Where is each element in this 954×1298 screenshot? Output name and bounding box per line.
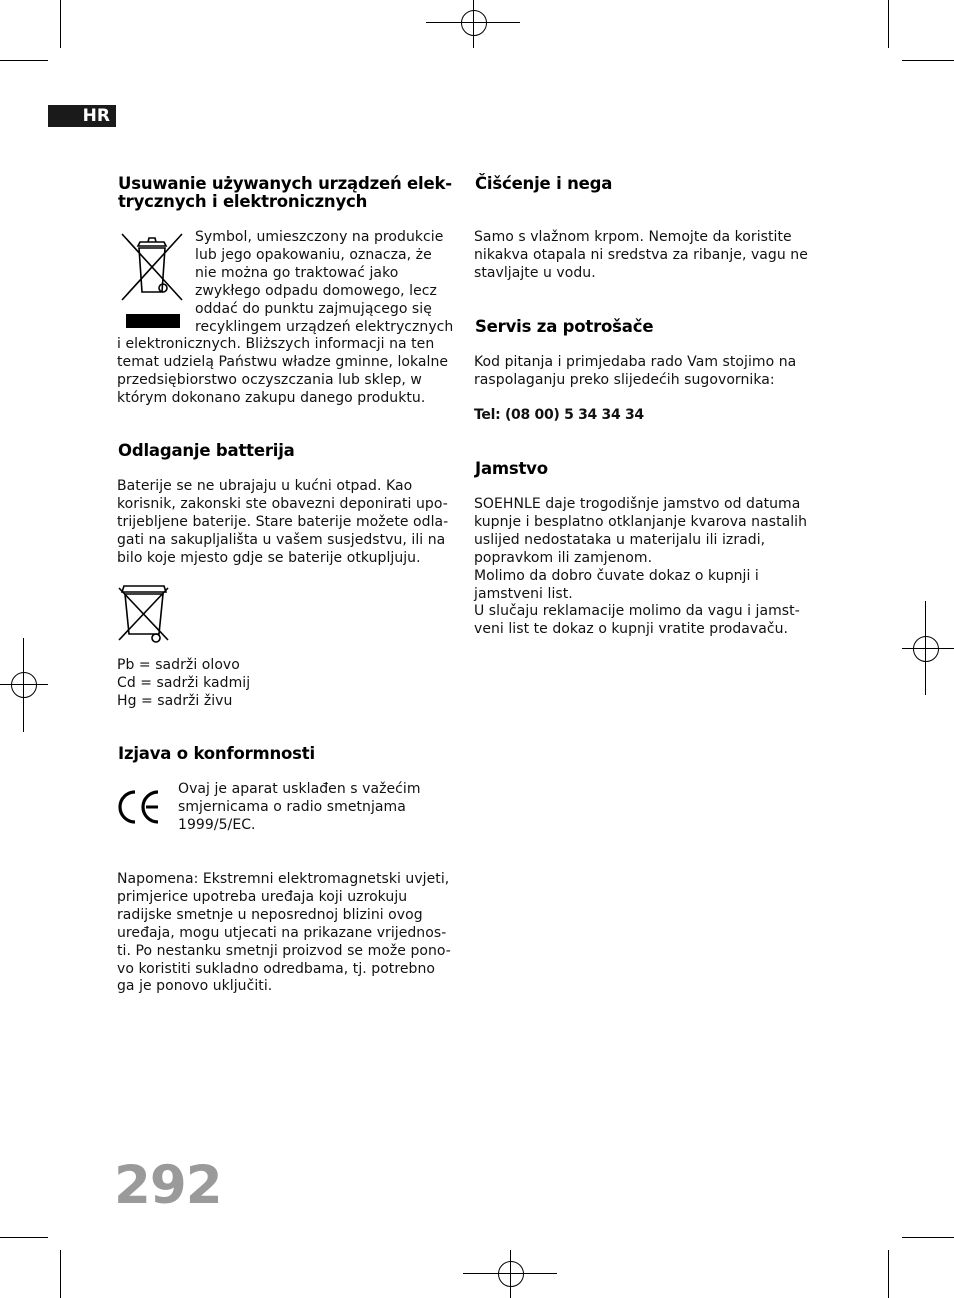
service-phone: Tel: (08 00) 5 34 34 34 [474, 407, 644, 423]
crop-mark [888, 1250, 889, 1298]
weee-text: i elektronicznych. Bliższych informacji na ten temat udzielą Państwu władze gminne, lokalne przedsiębiorstwo oczyszczania lub sklep, w którym dokonano zakupu danego produktu. [117, 336, 449, 406]
service-heading: Servis za potrošače [475, 317, 654, 336]
weee-heading: Usuwanie używanych urządzeń elek- trycznych i elektronicznych [118, 174, 452, 211]
battery-text: Baterije se ne ubrajaju u kućni otpad. Kao korisnik, zakonski ste obavezni deponirati upo- trijebljene baterije. Stare baterije možete odla- gati na sakupljališta u vašem susjedstvu, ili na bilo koje mjesto gdje se baterije otkupljuju. [117, 478, 449, 566]
weee-text-wrapped: Symbol, umieszczony na produkcie lub jego opakowaniu, oznacza, że nie można go traktować jako zwykłego odpadu domowego, lecz oddać do punktu zajmującego się recyklingem urządzeń elektrycznych [195, 229, 454, 335]
battery-element-list: Pb = sadrži olovo Cd = sadrži kadmij Hg = sadrži živu [117, 657, 251, 709]
crop-mark [60, 0, 61, 48]
care-heading: Čišćenje i nega [475, 174, 613, 193]
battery-heading: Odlaganje batterija [118, 441, 295, 460]
warranty-heading: Jamstvo [475, 459, 548, 478]
crop-mark [902, 60, 954, 61]
crop-mark [60, 1250, 61, 1298]
crossed-out-wheelie-bin-icon [118, 230, 186, 330]
ce-mark-icon [116, 789, 162, 825]
service-text: Kod pitanja i primjedaba rado Vam stojimo na raspolaganju preko slijedećih sugovornika: [474, 354, 797, 388]
note-text: Napomena: Ekstremni elektromagnetski uvjeti, primjerice upotreba uređaja koji uzrokuju radijske smetnje u neposrednoj blizini ovog uređaja, mogu utjecati na prikazane vrijednos- ti. Po nestanku smetnji proizvod se može pono- vo koristiti sukladno odredbama, tj. potrebno ga je ponovo uključiti. [117, 871, 451, 995]
crop-mark [0, 60, 48, 61]
crop-mark [0, 1237, 48, 1238]
crossed-out-bin-icon [116, 580, 172, 646]
page-number: 292 [114, 1155, 222, 1216]
crop-mark [888, 0, 889, 48]
ce-text: Ovaj je aparat usklađen s važećim smjernicama o radio smetnjama 1999/5/EC. [178, 781, 421, 833]
crop-mark [902, 1237, 954, 1238]
warranty-text: SOEHNLE daje trogodišnje jamstvo od datuma kupnje i besplatno otklanjanje kvarova nastalih uslijed nedostataka u materijalu ili izradi, popravkom ili zamjenom. Molimo da dobro čuvate dokaz o kupnji i jamstveni list. U slučaju reklamacije molimo da vagu i jamst- veni list te dokaz o kupnji vratite prodavaču. [474, 496, 808, 638]
language-tab: HR [48, 105, 116, 127]
care-text: Samo s vlažnom krpom. Nemojte da koristite nikakva otapala ni sredstva za ribanje, vagu ne stavljajte u vodu. [474, 229, 808, 281]
ce-heading: Izjava o konformnosti [118, 744, 315, 763]
